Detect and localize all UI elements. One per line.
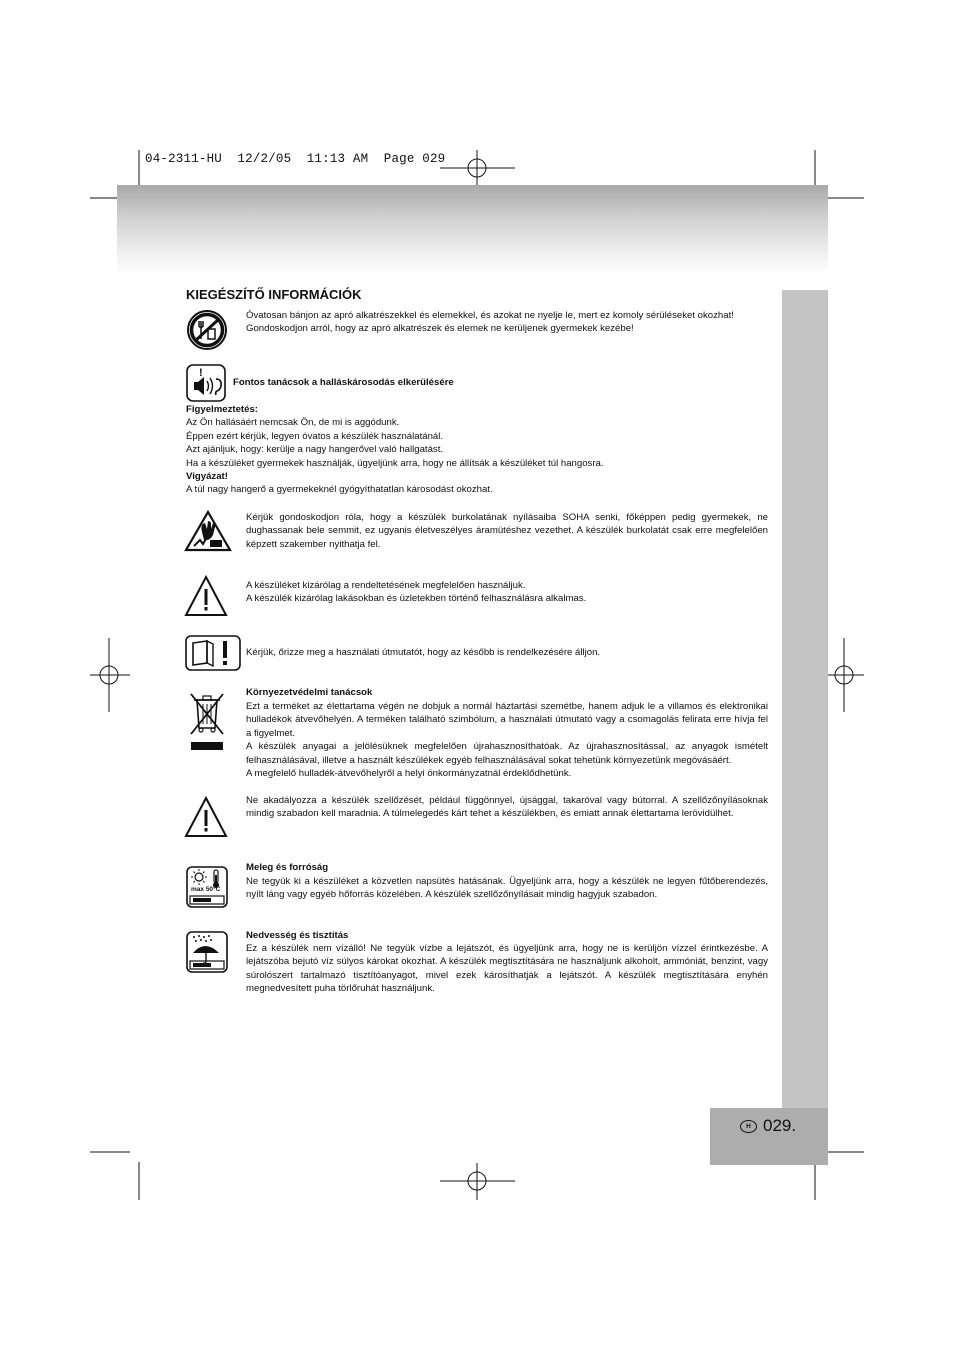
moisture-heading: Nedvesség és tisztítás	[246, 930, 349, 941]
electric-shock-icon	[184, 510, 232, 552]
side-bar	[782, 290, 828, 1108]
usage-text: A készüléket kizárólag a rendeltetésének megfelelően használjuk. A készülék kizárólag lakásokban és üzletekben történő felhasználásra alkalmas.	[246, 580, 587, 605]
page-title: KIEGÉSZÍTŐ INFORMÁCIÓK	[186, 287, 362, 302]
language-badge: H	[740, 1120, 757, 1133]
print-slug: 04-2311-HU 12/2/05 11:13 AM Page 029	[145, 152, 446, 166]
heat-icon-label: max 50°C	[191, 886, 221, 893]
heat-icon	[186, 866, 228, 908]
environment-text: Ezt a terméket az élettartama végén ne dobjuk a normál háztartási szemétbe, hanem adjuk le a villamos és elektronikai hulladékok átvevőhelyén. A terméken található szimbólum, a használati útmutató vagy a csomagolás felirata erre hívja fel a figyelmet. A készülék anyagai a jelölésüknek megfelelően újrahasznosíthatóak. Az újrahasznosítással, az anyagok ismételt felhasználásával, illetve a használt készülékek egyéb felhasználásával sokat tehetünk környezetünk megóvásáért. A megfelelő hulladék-átvevőhelyről a helyi önkormányzatnál érdeklődhetünk.	[246, 701, 768, 780]
heat-text: Ne tegyük ki a készüléket a közvetlen napsütés hatásának. Ügyeljünk arra, hogy a készülék ne legyen fűtőberendezés, nyílt láng vagy egyéb hőforrás közelében. A készülék szellőzőnyílásait mindig hagyjuk szabadon.	[246, 876, 768, 901]
recycle-bin-icon	[188, 690, 226, 752]
hearing-warning-icon	[186, 364, 226, 402]
manual-icon	[185, 635, 241, 671]
small-parts-text: Óvatosan bánjon az apró alkatrészekkel és elemekkel, és azokat ne nyelje le, mert ez komoly sérüléseket okozhat! Gondoskodjon arról, hogy az apró alkatrészek és elemek ne kerüljenek gyermekek kezébe!	[246, 310, 734, 335]
environment-heading: Környezetvédelmi tanácsok	[246, 687, 373, 698]
no-small-parts-icon	[186, 309, 228, 351]
moisture-icon	[186, 931, 228, 973]
page-number	[740, 1116, 796, 1136]
page-number-text: 029.	[763, 1116, 797, 1135]
warning-triangle-icon	[184, 574, 228, 618]
heat-heading: Meleg és forróság	[246, 862, 329, 873]
ventilation-warning-icon	[184, 795, 228, 839]
moisture-text: Ez a készülék nem vízálló! Ne tegyük vízbe a lejátszót, és ügyeljünk arra, hogy ne is kerüljön vízzel érintkezésbe. A lejátszóba bejutó víz súlyos károkat okozhat. A készülék megtisztítására ne használjunk alkoholt, ammóniát, benzint, vagy súrolószert tartalmazó tisztítóanyagot, mivel ezek károsíthatják a lejátszót. A készülék megtisztítására enyhén megnedvesített puha törlőruhát használjunk.	[246, 943, 768, 995]
manual-text: Kérjük, őrizze meg a használati útmutatót, hogy az később is rendelkezésére álljon.	[246, 647, 601, 658]
header-band	[117, 185, 828, 275]
shock-text: Kérjük gondoskodjon róla, hogy a készülék burkolatának nyílásaiba SOHA senki, főképpen pedig gyermekek, ne dughassanak bele semmit, ez ugyanis életveszélyes áramütéshez vezethet. A készülék burkolatát csak erre megfelelően képzett szakember nyithatja fel.	[246, 512, 768, 550]
svg-text:!: !	[199, 367, 203, 379]
hearing-text: Figyelmeztetés: Az Ön hallásáért nemcsak Ön, de mi is aggódunk. Éppen ezért kérjük, legyen óvatos a készülék használatánál. Azt ajánljuk, hogy: kerülje a nagy hangerővel való hallgatást. Ha a készüléket gyermekek használják, ügyeljünk arra, hogy ne állítsák a készüléket túl hangosra. Vigyázat! A túl nagy hangerő a gyermekeknél gyógyíthatatlan károsodást okozhat.	[186, 404, 604, 496]
ventilation-text: Ne akadályozza a készülék szellőzését, például függönnyel, újsággal, takaróval vagy bútorral. A szellőzőnyílásoknak mindig szabadon kell maradnia. A túlmelegedés kárt tehet a készülékben, és emiatt annak élettartama lerövidülhet.	[246, 795, 768, 820]
hearing-heading: Fontos tanácsok a halláskárosodás elkerülésére	[233, 377, 454, 388]
